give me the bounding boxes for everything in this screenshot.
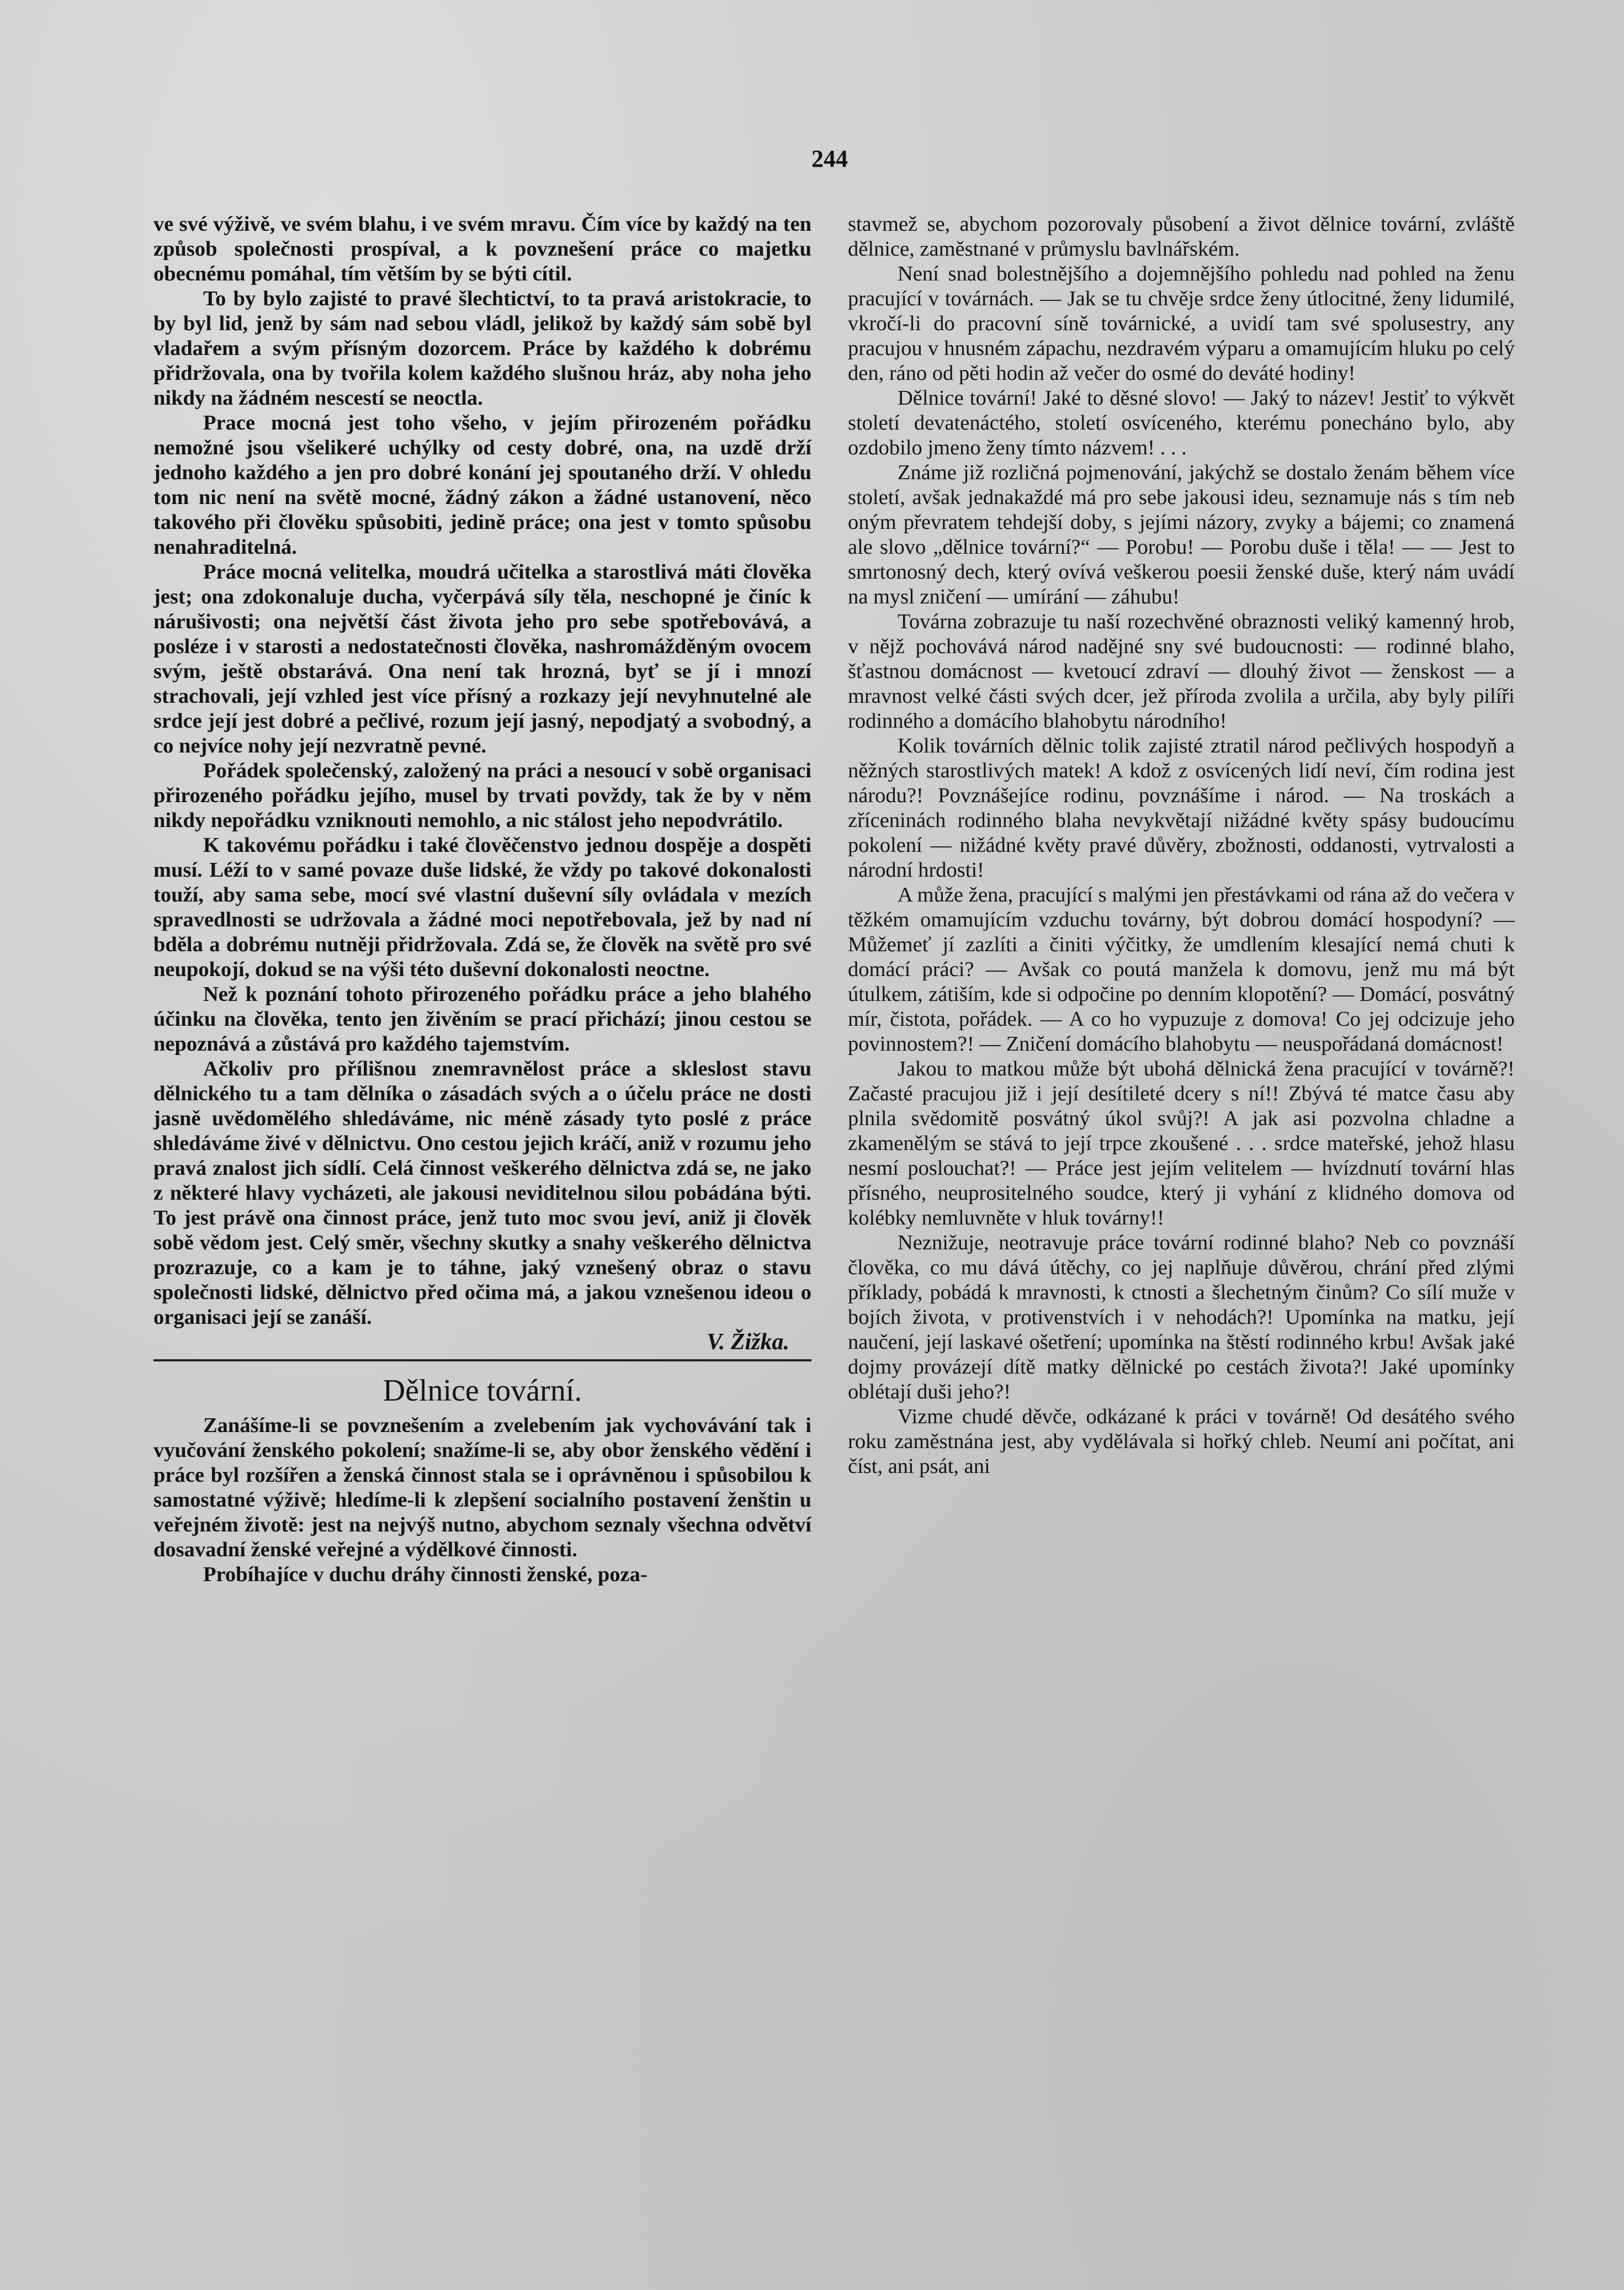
paragraph: To by bylo zajisté to pravé šlechtictví, to ta pravá aristokracie, to by byl lid, jenž by sám nad sebou vládl, jelikož by každý sám sobě byl vladařem a svým přísným dozorcem. Práce by každého k dobrému přidržovala, ona by tvořila kolem každého slušnou hráz, aby noha jeho nikdy na žádném nescestí se neoctla. (153, 287, 811, 410)
section-body (153, 1413, 811, 1587)
paragraph: Ačkoliv pro přílišnou znemravnělost práce a skleslost stavu dělnického tu a tam dělníka o zásadách svých a o účelu práce ne dosti jasně uvědomělého shledáváme, nic méně zásady tyto poslé z práce shledáváme živé v dělnictvu. Ono cestou jejich kráčí, aniž v rozumu jeho pravá znalost jich sídlí. Celá činnost veškerého dělnictva zdá se, ne jako z některé hlavy vycházeti, ale jakousi neviditelnou silou pobádána býti. To jest právě ona činnost práce, jenž tuto moc svou jeví, aniž ji člověk sobě vědom jest. Celý směr, všechny skutky a snahy veškerého dělnictva prozrazuje, co a kam je to táhne, jaký vznešený obraz o stavu společnosti lidské, dělnictvo před očima má, a jakou vznešenou ideou o organisaci její se zanáší. (153, 1057, 811, 1329)
paragraph: Není snad bolestnějšího a dojemnějšího pohledu nad pohled na ženu pracující v továrnách. — Jak se tu chvěje srdce ženy útlocitné, ženy lidumilé, vkročí-li do pracovní síně továrnické, a uvidí tam své spolusestry, any pracujou v hnusném zápachu, nezdravém výparu a omamujícím hluku po celý den, ráno od pěti hodin až večer do osmé do deváté hodiny! (848, 262, 1515, 385)
paragraph: Probíhajíce v duchu dráhy činnosti ženské, poza- (203, 1563, 648, 1586)
paragraph: Jakou to matkou může být ubohá dělnická žena pracující v továrně?! Začasté pracujou již i její desítileté dcery s ní!! Zbývá té matce času aby plnila svědomitě posvátný úkol svůj?! A jak asi pozvolna chladne a zkamenělým se stává to její trpce zkoušené . . . srdce mateřské, jehož hlasu nesmí poslouchat?! — Práce jest jejím velitelem — hvízdnutí tovární hlas přísného, neuprositelného soudce, který ji vyhání z klidného domova od kolébky nemluvněte v hluk továrny!! (848, 1057, 1515, 1229)
paragraph: Známe již rozličná pojmenování, jakýchž se dostalo ženám během více století, avšak jednakaždé má pro sebe jakousi ideu, seznamuje nás s tím neb oným převratem tehdejší doby, s jejími názory, zvyky a bájemi; co znamená ale slovo „dělnice tovární?“ — Porobu! — Porobu duše i těla! — — Jest to smrtonosný dech, který ovívá veškerou poesii ženské duše, který nám uvádí na mysl zničení — umírání — záhubu! (848, 461, 1515, 608)
left-column (153, 212, 811, 1587)
paragraph: Než k poznání tohoto přirozeného pořádku práce a jeho blahého účinku na člověka, tento jen živěním se prací přichází; jinou cestou se nepoznává a zůstává pro každého tajemstvím. (153, 983, 811, 1056)
section-title: Dělnice tovární. (383, 1374, 582, 1408)
paragraph: Vizme chudé děvče, odkázané k práci v továrně! Od desátého svého roku zaměstnána jest, aby vydělávala si hořký chleb. Neumí ani počítat, ani číst, ani psát, ani (848, 1405, 1515, 1478)
paragraph: Zanášíme-li se povznešením a zvelebením jak vychovávání tak i vyučování ženského pokolení; snažíme-li se, aby obor ženského vědění i práce byl rozšířen a ženská činnost stala se i oprávněnou i spůsobilou k samostatné výživě; hledíme-li k zlepšení socialního postavení ženštin u veřejném životě: jest na nejvýš nutno, abychom seznaly všechna odvětví dosavadní ženské veřejné a výdělkové činnosti. (153, 1414, 811, 1561)
paragraph: Neznižuje, neotravuje práce tovární rodinné blaho? Neb co povznáší člověka, co mu dává útěchy, co jej naplňuje důvěrou, chrání před zlými příklady, pobádá k mravnosti, k ctnosti a šlechetným činům? Co sílí muže v bojích života, v protivenstvích i v nehodách?! Upomínka na matku, její naučení, její laskavé ošetření; upomínka na štěstí rodinného krbu! Avšak jaké dojmy provázejí dítě matky dělnické po cestách života?! Jaké upomínky oblétají duši jeho?! (848, 1231, 1515, 1403)
paragraph: Pořádek společenský, založený na práci a nesoucí v sobě organisaci přirozeného pořádku jejího, musel by trvati povždy, tak že by v něm nikdy nepořádku vzniknouti nemohlo, a nic stálost jeho nepodvrátilo. (153, 759, 811, 832)
paragraph: Prace mocná jest toho všeho, v jejím přirozeném pořádku nemožné jsou všelikeré uchýlky od cesty dobré, ona, na uzdě drží jednoho každého a jen pro dobré konání jej spoutaného drží. V ohledu tom nic není na světě mocné, žádný zákon a žádné ustanovení, něco takového při člověku spůsobiti, jedině práce; ona jest v tomto spůsobu nenahraditelná. (153, 411, 811, 559)
paragraph: stavmež se, abychom pozorovaly působení a život dělnice tovární, zvláště dělnice, zaměstnané v průmyslu bavlnářském. (848, 213, 1515, 261)
paragraph: A může žena, pracující s malými jen přestávkami od rána až do večera v těžkém omamujícím vzduchu továrny, být dobrou domácí hospodyní? — Můžemeť jí zazlíti a činiti výčitky, že umdlením klesající nemá chuti k domácí práci? — Avšak co poutá manžela k domovu, jenž mu má být útulkem, zátiším, kde si odpočine po denním klopotění? — Domácí, posvátný mír, čistota, pořádek. — A co ho vypuzuje z domova! Co jej odcizuje jeho povinnostem?! — Zničení domácího blahobytu — neuspořádaná domácnost! (848, 883, 1515, 1056)
paragraph: ve své výživě, ve svém blahu, i ve svém mravu. Čím více by každý na ten způsob společnosti prospíval, a k povznešení práce co majetku obecnému pomáhal, tím větším by se býti cítil. (153, 213, 811, 285)
paragraph: Dělnice tovární! Jaké to děsné slovo! — Jaký to název! Jestiť to výkvět století devatenáctého, století osvíceného, kterému ponecháno bylo, aby ozdobilo jmeno ženy tímto názvem! . . . (848, 386, 1515, 459)
paragraph: Práce mocná velitelka, moudrá učitelka a starostlivá máti člověka jest; ona zdokonaluje ducha, vyčerpává síly těla, neschopné je činíc k nárušivosti; ona největší část života jeho pro sebe spotřebovává, a posléze i v starosti a nedostatečnosti člověka, nashromážděným ovocem svým, ještě obstarává. Ona není tak hrozná, byť se jí i mnozí strachovali, její vzhled jest více přísný a rozkazy její nevyhnutelné ale srdce její jest dobré a pečlivé, rozum její jasný, nepodjatý a svobodný, a co nejvíce nohy její nezvratně pevné. (153, 560, 811, 757)
paragraph: Kolik továrních dělnic tolik zajisté ztratil národ pečlivých hospodyň a něžných starostlivých matek! A kdož z osvícených lidí neví, čím rodina jest národu?! Povznášejíce rodinu, povznášíme i národ. — Na troskách a zříceninách rodinného blaha nevykvětají nižádné květy spásy budoucímu pokolení — nižádné květy pravé důvěry, zbožnosti, oddanosti, vytrvalosti a národní hrdosti! (848, 734, 1515, 882)
section-divider (153, 1359, 811, 1361)
page-number: 244 (811, 145, 848, 172)
paragraph: K takovému pořádku i také člověčenstvo jednou dospěje a dospěti musí. Léží to v samé povaze duše lidské, že vždy po takové dokonalosti touží, aby sama sebe, mocí své vlastní duševní síly ovládala v mezích spravedlnosti se udržovala a žádné moci nepotřebovala, jež by nad ní bděla a dobrému nutněji přidržovala. Zdá se, že člověk na světě pro své neupokojí, dokud se na výši této duševní dokonalosti neoctne. (153, 834, 811, 981)
author-signature: V. Žižka. (707, 1329, 789, 1355)
paragraph: Továrna zobrazuje tu naší rozechvěné obraznosti veliký kamenný hrob, v nějž pochovává národ nadějné sny své budoucnosti: — rodinné blaho, šťastnou domácnost — kvetoucí zdraví — dlouhý život — ženskost — a mravnost velké části svých dcer, jež příroda zvolila a určila, aby byly pilíři rodinného a domácího blahobytu národního! (848, 610, 1515, 733)
right-column (848, 212, 1515, 1479)
